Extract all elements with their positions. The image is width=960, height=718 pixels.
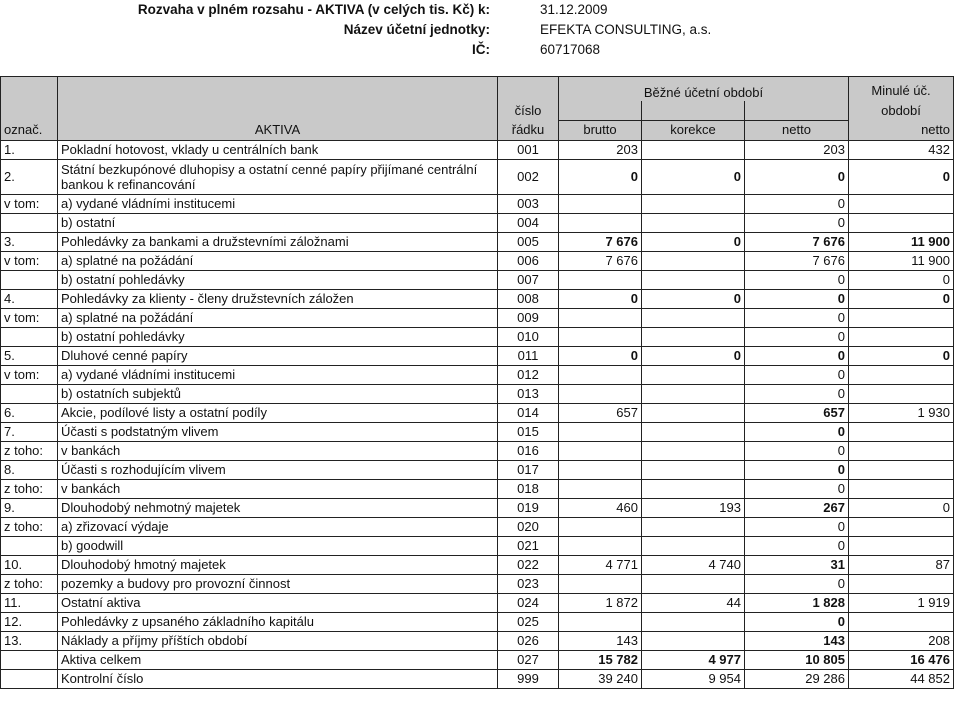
cell-netto: 0	[745, 479, 849, 498]
cell-netto: 7 676	[745, 251, 849, 270]
cell-row-number: 015	[498, 422, 559, 441]
cell-prev-netto	[849, 441, 954, 460]
cell-netto: 0	[745, 460, 849, 479]
cell-netto: 0	[745, 346, 849, 365]
cell-row-number: 021	[498, 536, 559, 555]
header-aktiva: AKTIVA	[58, 120, 498, 140]
cell-row-number: 014	[498, 403, 559, 422]
cell-korekce: 0	[642, 289, 745, 308]
cell-brutto: 0	[559, 289, 642, 308]
cell-row-number: 016	[498, 441, 559, 460]
cell-description: a) splatné na požádání	[58, 308, 498, 327]
cell-row-number: 008	[498, 289, 559, 308]
cell-korekce	[642, 213, 745, 232]
cell-prev-netto: 0	[849, 270, 954, 289]
cell-brutto	[559, 270, 642, 289]
cell-row-number: 013	[498, 384, 559, 403]
header-row-1	[1, 77, 954, 102]
cell-description: Akcie, podílové listy a ostatní podíly	[58, 403, 498, 422]
header-prev-netto: netto	[849, 120, 954, 140]
cell-prev-netto: 0	[849, 289, 954, 308]
report-date: 31.12.2009	[540, 2, 608, 17]
table-row	[1, 289, 954, 308]
cell-oznac: v tom:	[1, 308, 58, 327]
cell-oznac: 4.	[1, 289, 58, 308]
cell-brutto: 657	[559, 403, 642, 422]
table-row	[1, 403, 954, 422]
cell-netto: 7 676	[745, 232, 849, 251]
cell-row-number: 024	[498, 593, 559, 612]
cell-prev-netto	[849, 612, 954, 631]
cell-oznac	[1, 384, 58, 403]
cell-brutto	[559, 536, 642, 555]
cell-description: a) splatné na požádání	[58, 251, 498, 270]
cell-description: pozemky a budovy pro provozní činnost	[58, 574, 498, 593]
table-row	[1, 669, 954, 688]
header-current-period: Běžné účetní období	[559, 77, 849, 102]
cell-prev-netto	[849, 365, 954, 384]
header-netto: netto	[745, 120, 849, 140]
cell-oznac: v tom:	[1, 194, 58, 213]
table-row	[1, 159, 954, 194]
cell-brutto	[559, 612, 642, 631]
header-cislo-1: číslo	[498, 101, 559, 120]
cell-oznac	[1, 213, 58, 232]
cell-netto: 0	[745, 270, 849, 289]
cell-prev-netto: 11 900	[849, 232, 954, 251]
cell-netto: 143	[745, 631, 849, 650]
table-row	[1, 194, 954, 213]
cell-korekce	[642, 308, 745, 327]
cell-korekce: 193	[642, 498, 745, 517]
cell-korekce	[642, 574, 745, 593]
cell-description: Aktiva celkem	[58, 650, 498, 669]
entity-name: EFEKTA CONSULTING, a.s.	[540, 22, 712, 37]
cell-row-number: 011	[498, 346, 559, 365]
cell-prev-netto: 0	[849, 159, 954, 194]
cell-brutto: 460	[559, 498, 642, 517]
table-row	[1, 517, 954, 536]
cell-prev-netto	[849, 308, 954, 327]
cell-korekce: 9 954	[642, 669, 745, 688]
cell-description: Účasti s podstatným vlivem	[58, 422, 498, 441]
cell-netto: 1 828	[745, 593, 849, 612]
cell-prev-netto: 0	[849, 498, 954, 517]
cell-oznac: 7.	[1, 422, 58, 441]
cell-prev-netto	[849, 574, 954, 593]
cell-oznac: 12.	[1, 612, 58, 631]
cell-description: Ostatní aktiva	[58, 593, 498, 612]
cell-oznac: 11.	[1, 593, 58, 612]
cell-netto: 267	[745, 498, 849, 517]
cell-korekce	[642, 251, 745, 270]
cell-brutto	[559, 213, 642, 232]
header-cislo-top	[498, 77, 559, 102]
cell-description: b) goodwill	[58, 536, 498, 555]
cell-netto: 657	[745, 403, 849, 422]
cell-netto: 0	[745, 441, 849, 460]
cell-korekce	[642, 327, 745, 346]
cell-korekce	[642, 460, 745, 479]
cell-description: Dluhové cenné papíry	[58, 346, 498, 365]
cell-brutto: 7 676	[559, 251, 642, 270]
cell-brutto	[559, 422, 642, 441]
table-row	[1, 308, 954, 327]
cell-brutto	[559, 574, 642, 593]
cell-description: b) ostatních subjektů	[58, 384, 498, 403]
cell-brutto: 4 771	[559, 555, 642, 574]
cell-oznac: z toho:	[1, 517, 58, 536]
cell-oznac: 9.	[1, 498, 58, 517]
cell-korekce	[642, 403, 745, 422]
cell-row-number: 002	[498, 159, 559, 194]
cell-brutto: 15 782	[559, 650, 642, 669]
table-row	[1, 460, 954, 479]
cell-prev-netto	[849, 422, 954, 441]
cell-description: Pohledávky za klienty - členy družstevních záložen	[58, 289, 498, 308]
header-prev-period-1: Minulé úč.	[849, 77, 954, 102]
table-row	[1, 251, 954, 270]
cell-prev-netto: 16 476	[849, 650, 954, 669]
table-row	[1, 593, 954, 612]
header-oznac-top	[1, 77, 58, 102]
cell-description: Účasti s rozhodujícím vlivem	[58, 460, 498, 479]
cell-prev-netto	[849, 327, 954, 346]
cell-brutto	[559, 308, 642, 327]
cell-description: Kontrolní číslo	[58, 669, 498, 688]
cell-row-number: 012	[498, 365, 559, 384]
cell-prev-netto: 432	[849, 140, 954, 159]
cell-description: Dlouhodobý nehmotný majetek	[58, 498, 498, 517]
table-row	[1, 555, 954, 574]
cell-description: v bankách	[58, 479, 498, 498]
cell-row-number: 010	[498, 327, 559, 346]
cell-prev-netto	[849, 536, 954, 555]
cell-brutto: 0	[559, 159, 642, 194]
cell-korekce: 0	[642, 346, 745, 365]
header-korekce: korekce	[642, 120, 745, 140]
cell-korekce: 4 740	[642, 555, 745, 574]
cell-brutto	[559, 517, 642, 536]
cell-netto: 0	[745, 517, 849, 536]
cell-brutto: 39 240	[559, 669, 642, 688]
cell-korekce	[642, 422, 745, 441]
header-prev-period-2: období	[849, 101, 954, 120]
cell-oznac: 8.	[1, 460, 58, 479]
table-row	[1, 346, 954, 365]
cell-row-number: 006	[498, 251, 559, 270]
cell-oznac	[1, 536, 58, 555]
table-row	[1, 574, 954, 593]
cell-brutto	[559, 441, 642, 460]
cell-netto: 0	[745, 365, 849, 384]
header-row-3	[1, 120, 954, 140]
header-aktiva-top	[58, 77, 498, 102]
cell-prev-netto	[849, 384, 954, 403]
cell-prev-netto: 11 900	[849, 251, 954, 270]
cell-oznac: z toho:	[1, 479, 58, 498]
cell-oznac: 5.	[1, 346, 58, 365]
cell-korekce	[642, 441, 745, 460]
cell-netto: 203	[745, 140, 849, 159]
table-row	[1, 365, 954, 384]
cell-brutto	[559, 384, 642, 403]
cell-brutto: 203	[559, 140, 642, 159]
cell-description: a) vydané vládními institucemi	[58, 365, 498, 384]
cell-row-number: 007	[498, 270, 559, 289]
cell-korekce	[642, 270, 745, 289]
cell-description: Státní bezkupónové dluhopisy a ostatní cenné papíry přijímané centrální bankou k refinancování	[58, 159, 498, 194]
header-row-2	[1, 101, 954, 120]
cell-korekce	[642, 384, 745, 403]
balance-sheet-table	[0, 76, 954, 689]
cell-korekce	[642, 479, 745, 498]
cell-oznac: v tom:	[1, 251, 58, 270]
cell-brutto: 143	[559, 631, 642, 650]
table-row	[1, 650, 954, 669]
cell-prev-netto: 1 919	[849, 593, 954, 612]
table-row	[1, 498, 954, 517]
cell-korekce	[642, 140, 745, 159]
cell-netto: 0	[745, 327, 849, 346]
cell-row-number: 001	[498, 140, 559, 159]
report-title-label: Rozvaha v plném rozsahu - AKTIVA (v celých tis. Kč) k:	[137, 2, 490, 17]
cell-korekce	[642, 536, 745, 555]
cell-prev-netto	[849, 213, 954, 232]
cell-oznac: 2.	[1, 159, 58, 194]
cell-description: b) ostatní pohledávky	[58, 327, 498, 346]
cell-row-number: 003	[498, 194, 559, 213]
cell-oznac: 1.	[1, 140, 58, 159]
cell-brutto	[559, 479, 642, 498]
cell-description: b) ostatní pohledávky	[58, 270, 498, 289]
cell-netto: 0	[745, 384, 849, 403]
header-brutto: brutto	[559, 120, 642, 140]
cell-oznac: z toho:	[1, 441, 58, 460]
cell-prev-netto: 44 852	[849, 669, 954, 688]
table-row	[1, 327, 954, 346]
header-cislo-2: řádku	[498, 120, 559, 140]
cell-netto: 0	[745, 422, 849, 441]
cell-netto: 29 286	[745, 669, 849, 688]
cell-oznac	[1, 327, 58, 346]
table-row	[1, 270, 954, 289]
cell-oznac	[1, 650, 58, 669]
cell-oznac: 10.	[1, 555, 58, 574]
cell-prev-netto	[849, 517, 954, 536]
cell-oznac: 3.	[1, 232, 58, 251]
cell-netto: 10 805	[745, 650, 849, 669]
cell-brutto	[559, 365, 642, 384]
cell-brutto	[559, 460, 642, 479]
cell-row-number: 019	[498, 498, 559, 517]
cell-brutto	[559, 194, 642, 213]
cell-prev-netto	[849, 194, 954, 213]
cell-row-number: 026	[498, 631, 559, 650]
table-row	[1, 612, 954, 631]
cell-netto: 0	[745, 159, 849, 194]
cell-description: b) ostatní	[58, 213, 498, 232]
cell-korekce: 4 977	[642, 650, 745, 669]
cell-netto: 0	[745, 574, 849, 593]
cell-korekce	[642, 631, 745, 650]
table-row	[1, 213, 954, 232]
cell-row-number: 027	[498, 650, 559, 669]
cell-netto: 0	[745, 289, 849, 308]
cell-row-number: 005	[498, 232, 559, 251]
cell-prev-netto: 0	[849, 346, 954, 365]
cell-brutto: 7 676	[559, 232, 642, 251]
cell-prev-netto: 208	[849, 631, 954, 650]
table-row	[1, 536, 954, 555]
table-row	[1, 422, 954, 441]
cell-description: Náklady a příjmy příštích období	[58, 631, 498, 650]
cell-prev-netto	[849, 460, 954, 479]
entity-name-label: Název účetní jednotky:	[343, 22, 490, 37]
cell-korekce	[642, 517, 745, 536]
cell-row-number: 009	[498, 308, 559, 327]
cell-korekce	[642, 194, 745, 213]
cell-row-number: 018	[498, 479, 559, 498]
cell-description: a) zřizovací výdaje	[58, 517, 498, 536]
cell-netto: 31	[745, 555, 849, 574]
cell-row-number: 017	[498, 460, 559, 479]
table-row	[1, 479, 954, 498]
cell-netto: 0	[745, 536, 849, 555]
cell-korekce: 44	[642, 593, 745, 612]
header-oznac: označ.	[1, 120, 58, 140]
cell-netto: 0	[745, 194, 849, 213]
cell-brutto	[559, 327, 642, 346]
cell-prev-netto: 87	[849, 555, 954, 574]
cell-row-number: 999	[498, 669, 559, 688]
cell-oznac	[1, 669, 58, 688]
cell-oznac: 13.	[1, 631, 58, 650]
ic-value: 60717068	[540, 42, 601, 57]
cell-korekce	[642, 612, 745, 631]
cell-description: v bankách	[58, 441, 498, 460]
cell-korekce: 0	[642, 159, 745, 194]
cell-oznac	[1, 270, 58, 289]
cell-prev-netto	[849, 479, 954, 498]
cell-description: Pohledávky z upsaného základního kapitálu	[58, 612, 498, 631]
cell-description: Dlouhodobý hmotný majetek	[58, 555, 498, 574]
table-row	[1, 631, 954, 650]
table-row	[1, 232, 954, 251]
cell-row-number: 023	[498, 574, 559, 593]
cell-row-number: 020	[498, 517, 559, 536]
cell-korekce	[642, 365, 745, 384]
cell-netto: 0	[745, 213, 849, 232]
cell-description: Pohledávky za bankami a družstevními záložnami	[58, 232, 498, 251]
cell-brutto: 1 872	[559, 593, 642, 612]
table-row	[1, 384, 954, 403]
cell-oznac: z toho:	[1, 574, 58, 593]
cell-row-number: 004	[498, 213, 559, 232]
cell-row-number: 025	[498, 612, 559, 631]
ic-label: IČ:	[472, 42, 490, 57]
table-row	[1, 140, 954, 159]
cell-netto: 0	[745, 308, 849, 327]
cell-row-number: 022	[498, 555, 559, 574]
cell-description: Pokladní hotovost, vklady u centrálních bank	[58, 140, 498, 159]
cell-netto: 0	[745, 612, 849, 631]
cell-oznac: v tom:	[1, 365, 58, 384]
cell-oznac: 6.	[1, 403, 58, 422]
table-row	[1, 441, 954, 460]
cell-description: a) vydané vládními institucemi	[58, 194, 498, 213]
cell-brutto: 0	[559, 346, 642, 365]
cell-korekce: 0	[642, 232, 745, 251]
cell-prev-netto: 1 930	[849, 403, 954, 422]
